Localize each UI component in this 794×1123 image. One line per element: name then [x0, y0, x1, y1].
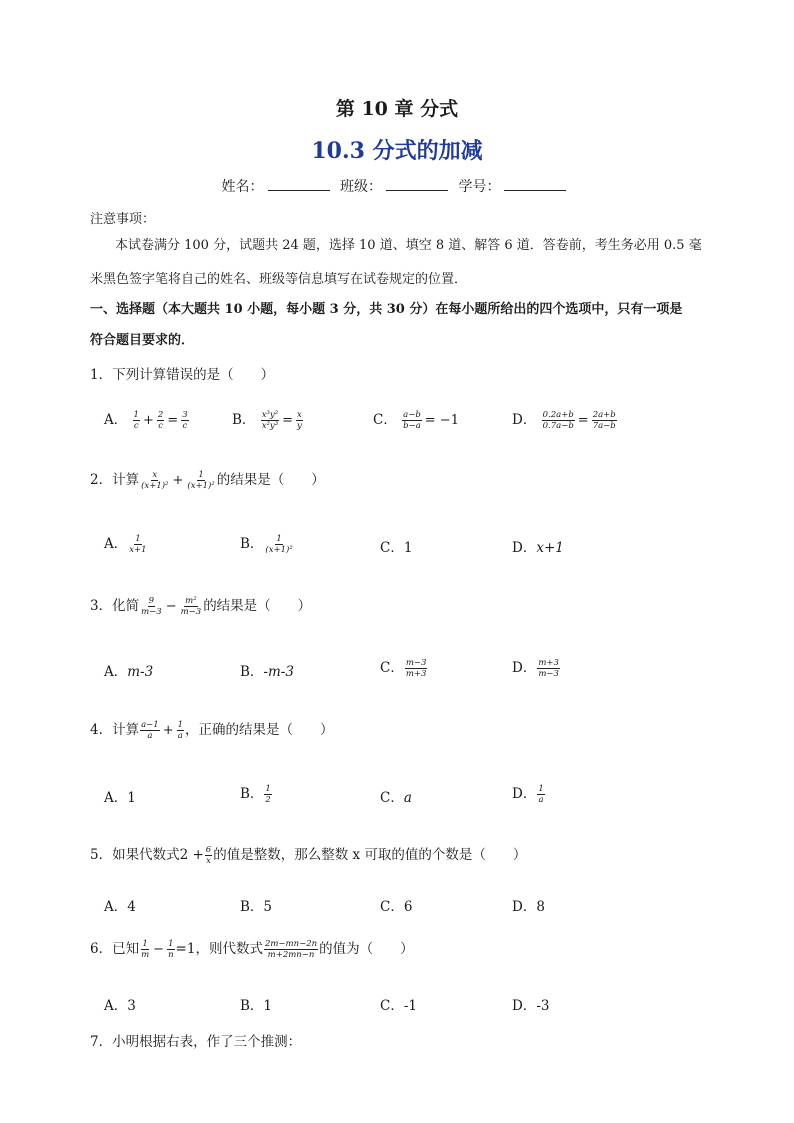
q4-option-d[interactable]: D． $\frac{1}{a}$: [512, 784, 544, 805]
q3-option-b[interactable]: B．-m-3: [240, 664, 294, 680]
q1-option-b[interactable]: B． $\frac{\text{x³y²}}{\text{x²y³}}$ = $\frac{x}{y}$: [232, 410, 302, 431]
fraction: $\frac{1}{n}$: [168, 939, 174, 960]
q4-option-c[interactable]: C．a: [380, 790, 412, 806]
q6-option-d[interactable]: D．-3: [512, 998, 550, 1014]
question-1-stem: 1．下列计算错误的是（ ）: [90, 367, 275, 383]
q1-option-a[interactable]: A． $\frac{1}{c}$ + $\frac{2}{c}$ = $\frac{3}{c}$: [104, 410, 188, 431]
fraction: $\frac{1}{m}$: [141, 939, 150, 960]
q6-option-b[interactable]: B．1: [240, 998, 273, 1014]
fraction: $\frac{1}{2}$: [265, 784, 271, 805]
q6-option-c[interactable]: C．-1: [380, 998, 417, 1014]
q4-option-b[interactable]: B． $\frac{1}{2}$: [240, 784, 271, 805]
id-blank[interactable]: [504, 178, 566, 191]
question-6-stem: 6．已知 $\frac{1}{m}$ − $\frac{1}{n}$ =1，则代数式 $\frac{2m-mn-2n}{m+2mn-n}$ 的值为（ ）: [90, 939, 414, 960]
fraction: $\frac{\text{m²}}{m-3}$: [180, 596, 202, 617]
fraction: $\frac{1}{x+1}$: [129, 534, 147, 555]
fraction: $\frac{6}{x}$: [205, 845, 212, 866]
name-label: 姓名：: [221, 179, 264, 195]
question-7-stem: 7．小明根据右表，作了三个推测：: [90, 1034, 302, 1050]
fraction: $\frac{3}{c}$: [182, 410, 188, 431]
q4-option-a[interactable]: A．1: [104, 790, 136, 806]
q6-option-a[interactable]: A．3: [104, 998, 136, 1014]
q3-option-a[interactable]: A．m-3: [104, 664, 154, 680]
class-blank[interactable]: [386, 178, 448, 191]
fraction: $\frac{2m-mn-2n}{m+2mn-n}$: [264, 939, 318, 960]
section-title: 10.3 分式的加减: [311, 138, 483, 164]
q5-option-b[interactable]: B．5: [240, 899, 273, 915]
fraction: $\frac{\text{x³y²}}{\text{x²y³}}$: [261, 410, 279, 431]
notes-title: 注意事项：: [90, 212, 156, 227]
q5-option-d[interactable]: D．8: [512, 899, 545, 915]
fraction: $\frac{1}{a}$: [538, 784, 544, 805]
question-4-stem: 4．计算 $\frac{a-1}{a}$ + $\frac{1}{a}$ ，正确的结果是（ ）: [90, 720, 334, 741]
fraction: $\frac{1}{\text{(x+1)²}}$: [265, 534, 293, 555]
question-3-stem: 3．化简 $\frac{9}{m-3}$ − $\frac{\text{m²}}{m-3}$ 的结果是（ ）: [90, 596, 312, 617]
fraction: $\frac{0.2a+b}{0.7a-b}$: [542, 410, 574, 431]
name-blank[interactable]: [268, 178, 330, 191]
q2-option-c[interactable]: C．1: [380, 540, 413, 556]
notes-line-1: 本试卷满分 100 分，试题共 24 题，选择 10 道、填空 8 道、解答 6 道．答卷前，考生务必用 0.5 毫: [115, 238, 702, 253]
q1-option-d[interactable]: D． $\frac{0.2a+b}{0.7a-b}$ = $\frac{2a+b}{7a-b}$: [512, 410, 616, 431]
notes-line-2: 米黑色签字笔将自己的姓名、班级等信息填写在试卷规定的位置．: [90, 272, 468, 287]
q5-option-a[interactable]: A．4: [104, 899, 136, 915]
fraction: $\frac{9}{m-3}$: [141, 596, 162, 617]
fraction: $\frac{x}{\text{(x+1)²}}$: [141, 470, 169, 491]
fraction: $\frac{x}{y}$: [297, 410, 302, 431]
question-2-stem: 2．计算 $\frac{x}{\text{(x+1)²}}$ + $\frac{1}{\text{(x+1)²}}$ 的结果是（ ）: [90, 470, 325, 491]
fraction: $\frac{2}{c}$: [157, 410, 164, 431]
question-5-stem: 5．如果代数式2 + $\frac{6}{x}$ 的值是整数，那么整数 x 可取的值的个数是（ ）: [90, 845, 527, 866]
q3-option-c[interactable]: C． $\frac{m-3}{m+3}$: [380, 658, 427, 679]
fraction: $\frac{1}{\text{(x+1)²}}$: [187, 470, 215, 491]
fraction: $\frac{1}{a}$: [177, 720, 184, 741]
chapter-title: 第 10 章 分式: [335, 98, 459, 120]
q2-option-d[interactable]: D．x+1: [512, 540, 564, 556]
q2-option-b[interactable]: B． $\frac{1}{\text{(x+1)²}}$: [240, 534, 293, 555]
fraction: $\frac{m+3}{m-3}$: [538, 658, 559, 679]
q3-option-d[interactable]: D． $\frac{m+3}{m-3}$: [512, 658, 559, 679]
fraction: $\frac{1}{c}$: [133, 410, 139, 431]
fraction: $\frac{a-b}{b-a}$: [403, 410, 421, 431]
fraction: $\frac{2a+b}{7a-b}$: [592, 410, 616, 431]
q1-option-c[interactable]: C． $\frac{a-b}{b-a}$ = −1: [373, 410, 459, 431]
class-label: 班级：: [340, 179, 382, 195]
q2-option-a[interactable]: A． $\frac{1}{x+1}$: [104, 534, 147, 555]
q5-option-c[interactable]: C．6: [380, 899, 413, 915]
student-info-line: [0, 176, 794, 196]
part1-heading-line-1: 一、选择题（本大题共 10 小题，每小题 3 分，共 30 分）在每小题所给出的四个选项中，只有一项是: [90, 302, 683, 317]
fraction: $\frac{m-3}{m+3}$: [405, 658, 427, 679]
part1-heading-line-2: 符合题目要求的．: [90, 333, 195, 348]
id-label: 学号：: [458, 179, 501, 195]
fraction: $\frac{a-1}{a}$: [141, 720, 159, 741]
